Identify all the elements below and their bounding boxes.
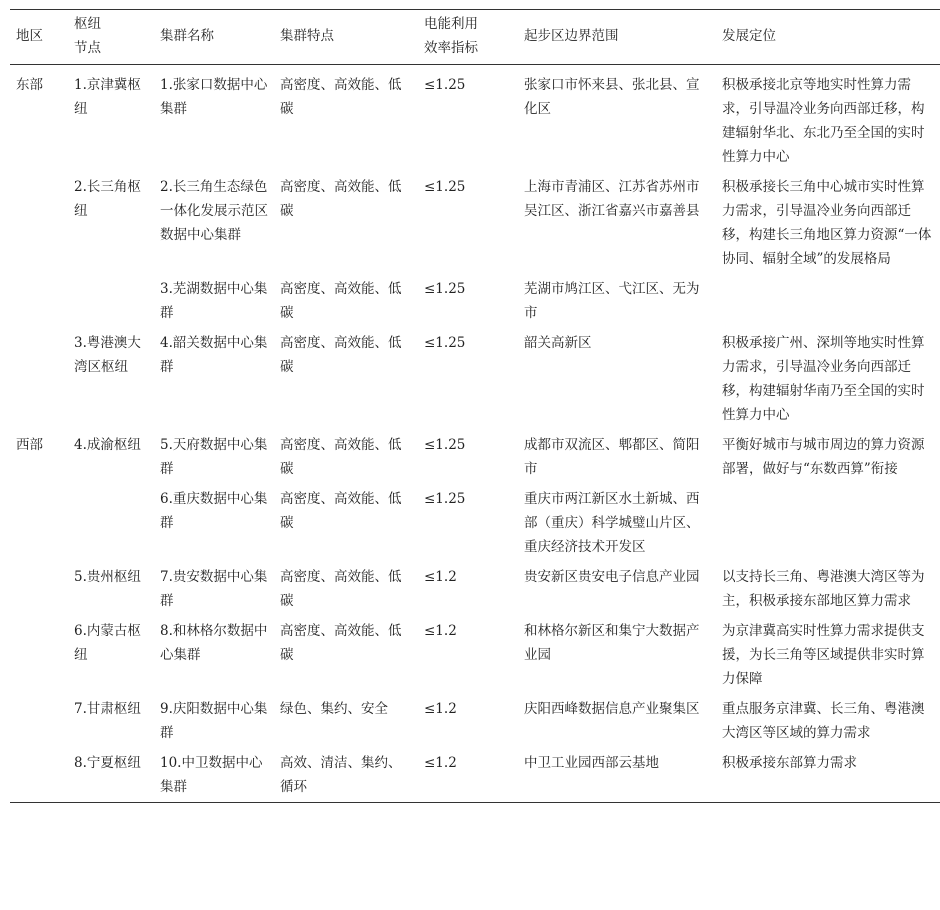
cell-scope: 芜湖市鸠江区、弋江区、无为市	[524, 281, 700, 321]
cell-region	[10, 484, 68, 562]
header-cluster: 集群名称	[160, 28, 214, 44]
cell-scope: 庆阳西峰数据信息产业聚集区	[524, 701, 700, 717]
cell-hub: 6.内蒙古枢纽	[74, 623, 141, 663]
header-scope: 起步区边界范围	[524, 28, 619, 44]
table-row	[10, 65, 940, 173]
cell-position: 积极承接广州、深圳等地实时性算力需求，引导温冷业务向西部迁移，构建辐射华南乃至全国的实时性算力中心	[722, 335, 925, 423]
cell-pue: ≤1.25	[424, 77, 466, 93]
cell-hub	[68, 484, 154, 562]
cell-cluster: 1.张家口数据中心集群	[160, 77, 268, 117]
cell-hub: 4.成渝枢纽	[74, 437, 141, 453]
cell-features: 高密度、高效能、低碳	[280, 437, 402, 477]
cell-position: 平衡好城市与城市周边的算力资源部署，做好与“东数西算”衔接	[722, 437, 925, 477]
header-row	[10, 10, 940, 65]
cell-features: 高密度、高效能、低碳	[280, 623, 402, 663]
cell-region	[10, 562, 68, 616]
cell-pue: ≤1.2	[424, 755, 457, 771]
cell-region	[10, 274, 68, 328]
cell-scope: 贵安新区贵安电子信息产业园	[524, 569, 700, 585]
table-row	[10, 616, 940, 694]
cell-region	[10, 694, 68, 748]
header-pue: 电能利用 效率指标	[424, 16, 478, 56]
cell-scope: 张家口市怀来县、张北县、宣化区	[524, 77, 700, 117]
cell-position: 重点服务京津冀、长三角、粤港澳大湾区等区域的算力需求	[722, 701, 925, 741]
cell-region	[10, 172, 68, 274]
cell-position: 以支持长三角、粤港澳大湾区等为主，积极承接东部地区算力需求	[722, 569, 925, 609]
table-row	[10, 328, 940, 430]
cell-features: 高密度、高效能、低碳	[280, 179, 402, 219]
cell-cluster: 10.中卫数据中心集群	[160, 755, 263, 795]
cell-cluster: 8.和林格尔数据中心集群	[160, 623, 268, 663]
cell-cluster: 3.芜湖数据中心集群	[160, 281, 268, 321]
cell-hub: 8.宁夏枢纽	[74, 755, 141, 771]
table-row	[10, 430, 940, 484]
table-row	[10, 562, 940, 616]
cell-scope: 和林格尔新区和集宁大数据产业园	[524, 623, 700, 663]
cell-cluster: 5.天府数据中心集群	[160, 437, 268, 477]
cell-cluster: 4.韶关数据中心集群	[160, 335, 268, 375]
cell-position: 为京津冀高实时性算力需求提供支援，为长三角等区域提供非实时算力保障	[722, 623, 925, 687]
cell-hub: 7.甘肃枢纽	[74, 701, 141, 717]
cell-region: 东部	[16, 77, 43, 93]
cell-position: 积极承接北京等地实时性算力需求，引导温冷业务向西部迁移，构建辐射华北、东北乃至全国的实时性算力中心	[722, 77, 925, 165]
cell-scope: 上海市青浦区、江苏省苏州市吴江区、浙江省嘉兴市嘉善县	[524, 179, 700, 219]
table-row	[10, 484, 940, 562]
cell-hub: 3.粤港澳大湾区枢纽	[74, 335, 141, 375]
cell-hub: 2.长三角枢纽	[74, 179, 141, 219]
cell-pue: ≤1.25	[424, 281, 466, 297]
cell-scope: 中卫工业园西部云基地	[524, 755, 659, 771]
cell-pue: ≤1.2	[424, 701, 457, 717]
cell-region	[10, 748, 68, 803]
cell-features: 高密度、高效能、低碳	[280, 491, 402, 531]
cell-pue: ≤1.2	[424, 569, 457, 585]
cell-region	[10, 328, 68, 430]
cell-pue: ≤1.25	[424, 179, 466, 195]
cell-scope: 韶关高新区	[524, 335, 592, 351]
cell-hub	[68, 274, 154, 328]
table-row	[10, 748, 940, 803]
header-region: 地区	[16, 28, 43, 44]
cell-region	[10, 616, 68, 694]
cell-cluster: 9.庆阳数据中心集群	[160, 701, 268, 741]
cell-region: 西部	[16, 437, 43, 453]
header-features: 集群特点	[280, 28, 334, 44]
table-row	[10, 694, 940, 748]
table-row	[10, 274, 940, 328]
cell-hub: 5.贵州枢纽	[74, 569, 141, 585]
header-hub: 枢纽 节点	[74, 16, 101, 56]
cell-pue: ≤1.2	[424, 623, 457, 639]
cell-pue: ≤1.25	[424, 335, 466, 351]
cell-scope: 重庆市两江新区水土新城、西部（重庆）科学城璧山片区、重庆经济技术开发区	[524, 491, 700, 555]
cell-position: 积极承接长三角中心城市实时性算力需求，引导温冷业务向西部迁移，构建长三角地区算力资源“一体协同、辐射全域”的发展格局	[722, 179, 932, 267]
header-position: 发展定位	[722, 28, 776, 44]
cell-position: 积极承接东部算力需求	[722, 755, 857, 771]
cell-features: 绿色、集约、安全	[280, 701, 388, 717]
cell-position	[716, 484, 940, 562]
cell-pue: ≤1.25	[424, 437, 466, 453]
cell-hub: 1.京津冀枢纽	[74, 77, 141, 117]
cell-features: 高密度、高效能、低碳	[280, 281, 402, 321]
cell-features: 高密度、高效能、低碳	[280, 335, 402, 375]
datacenter-cluster-table	[10, 9, 940, 803]
cell-cluster: 7.贵安数据中心集群	[160, 569, 268, 609]
cell-features: 高密度、高效能、低碳	[280, 77, 402, 117]
cell-features: 高密度、高效能、低碳	[280, 569, 402, 609]
table-row	[10, 172, 940, 274]
cell-cluster: 2.长三角生态绿色一体化发展示范区数据中心集群	[160, 179, 268, 243]
cell-pue: ≤1.25	[424, 491, 466, 507]
cell-features: 高效、清洁、集约、循环	[280, 755, 402, 795]
cell-scope: 成都市双流区、郫都区、简阳市	[524, 437, 700, 477]
cell-position	[716, 274, 940, 328]
cell-cluster: 6.重庆数据中心集群	[160, 491, 268, 531]
